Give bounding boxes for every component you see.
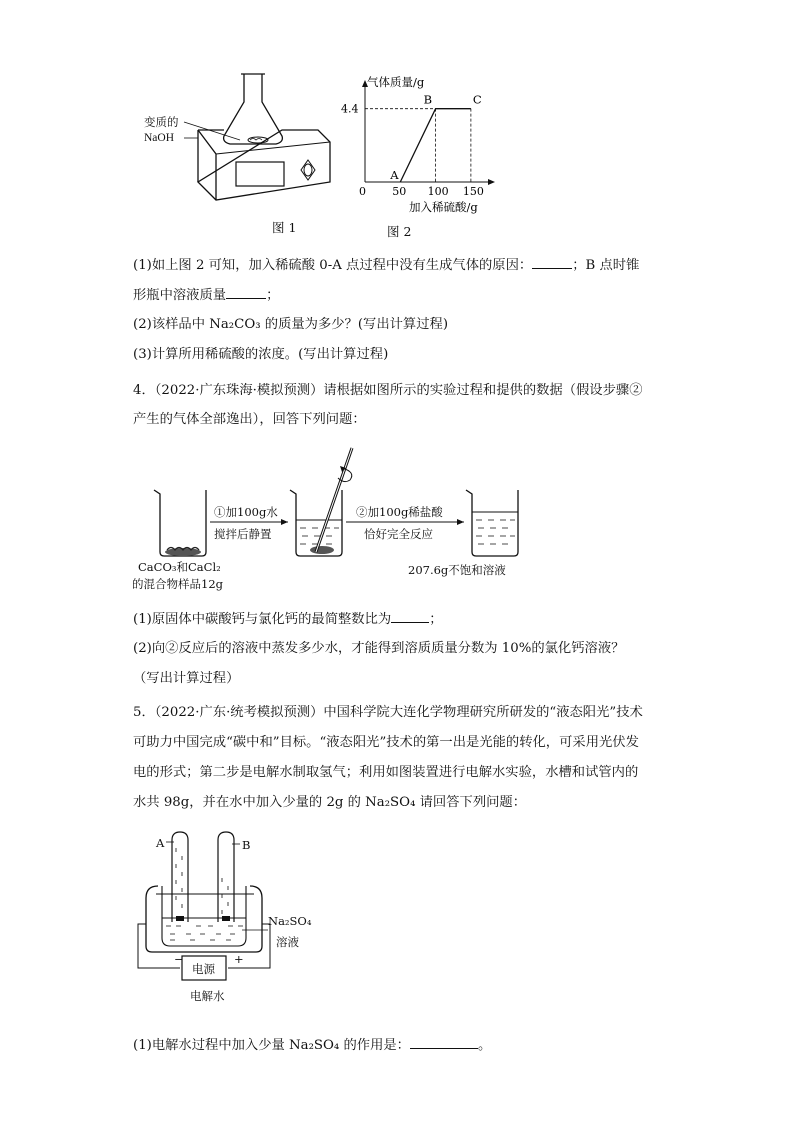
q3-part1-text-c: 形瓶中溶液质量	[133, 288, 227, 303]
q4-blank-1[interactable]	[391, 610, 429, 623]
flask-apparatus-drawing	[140, 70, 340, 240]
figure-1-caption: 图 1	[272, 220, 297, 235]
naoh-label-line1: 变质的	[144, 115, 179, 129]
step2-label-top: ②加100g稀盐酸	[356, 505, 443, 519]
q3-blank-2[interactable]	[226, 286, 266, 299]
q3-part1-text-d: ；	[266, 288, 280, 303]
step1-label-top: ①加100g水	[214, 505, 278, 519]
sample-label-line1: CaCO₃和CaCl₂	[138, 560, 221, 574]
positive-terminal-label: +	[234, 952, 244, 966]
solution-label-line1: Na₂SO₄	[268, 914, 312, 928]
step2-label-bottom: 恰好完全反应	[364, 527, 433, 541]
power-supply-label: 电源	[192, 962, 215, 976]
figure-2	[335, 70, 525, 240]
q3-blank-1[interactable]	[532, 256, 572, 269]
q4-part3: （写出计算过程）	[133, 671, 240, 686]
q3-part2: (2)该样品中 Na₂CO₃ 的质量为多少？(写出计算过程)	[133, 317, 449, 332]
q3-part1-text-a: (1)如上图 2 可知，加入稀硫酸 0-A 点过程中没有生成气体的原因：	[133, 258, 533, 273]
figure-2-caption: 图 2	[387, 224, 412, 239]
q3-part1-line2	[133, 286, 653, 305]
sample-label-line2: 的混合物样品12g	[132, 577, 223, 591]
q5-blank-1[interactable]	[410, 1036, 478, 1049]
figure-1	[140, 70, 340, 240]
q4-part1-text-b: ；	[429, 612, 443, 627]
q5-stem-line2: 可助力中国完成“碳中和”目标。“液态阳光”技术的第一出是光能的转化，可采用光伏发	[133, 735, 639, 750]
x-tick-label: 50	[392, 185, 407, 198]
electrolysis-figure	[130, 828, 330, 1013]
q4-diagram	[130, 440, 550, 600]
q4-stem-line2: 产生的气体全部逸出），回答下列问题：	[133, 412, 366, 427]
q3-part1-line1	[133, 256, 653, 275]
q5-stem-line4: 水共 98g，并在水中加入少量的 2g 的 Na₂SO₄ 请回答下列问题：	[133, 795, 527, 810]
q4-part1-text-a: (1)原固体中碳酸钙与氯化钙的最简整数比为	[133, 612, 392, 627]
gas-mass-chart	[335, 70, 525, 240]
x-axis-label: 加入稀硫酸/g	[409, 200, 478, 214]
q4-part1	[133, 610, 653, 629]
y-tick-label: 4.4	[341, 102, 359, 116]
naoh-label-line2: NaOH	[144, 132, 175, 144]
point-label: B	[423, 92, 433, 107]
q5-part1	[133, 1036, 653, 1055]
point-label: C	[472, 92, 482, 107]
q4-part2: (2)向②反应后的溶液中蒸发多少水，才能得到溶质质量分数为 10%的氯化钙溶液？	[133, 641, 625, 656]
q5-stem-line1: 5．（2022·广东·统考模拟预测）中国科学院大连化学物理研究所研发的“液态阳光”技术	[133, 705, 643, 720]
result-label: 207.6g不饱和溶液	[408, 563, 506, 577]
negative-terminal-label: −	[174, 952, 184, 966]
y-axis-label: 气体质量/g	[367, 75, 425, 89]
q5-part1-text-b: 。	[477, 1038, 492, 1053]
q3-part1-text-b: ；B 点时锥	[572, 258, 640, 273]
tube-b-label: B	[242, 838, 251, 852]
q5-stem-line3: 电的形式；第二步是电解水制取氢气；利用如图装置进行电解水实验，水槽和试管内的	[133, 765, 639, 780]
x-axis-arrow	[488, 179, 495, 185]
point-label: A	[390, 168, 399, 182]
q4-stem-line1: 4．（2022·广东珠海·模拟预测）请根据如图所示的实验过程和提供的数据（假设步骤②	[133, 383, 643, 398]
step1-label-bottom: 搅拌后静置	[214, 527, 272, 541]
q3-part3: (3)计算所用稀硫酸的浓度。(写出计算过程)	[133, 347, 389, 362]
q5-part1-text-a: (1)电解水过程中加入少量 Na₂SO₄ 的作用是：	[133, 1038, 410, 1053]
tube-a-label: A	[156, 836, 165, 850]
solution-label-line2: 溶液	[276, 935, 299, 949]
x-tick-label: 100	[427, 185, 449, 198]
x-tick-label: 150	[462, 185, 484, 198]
electrolysis-caption: 电解水	[190, 989, 225, 1003]
x-tick-label: 0	[359, 185, 366, 198]
